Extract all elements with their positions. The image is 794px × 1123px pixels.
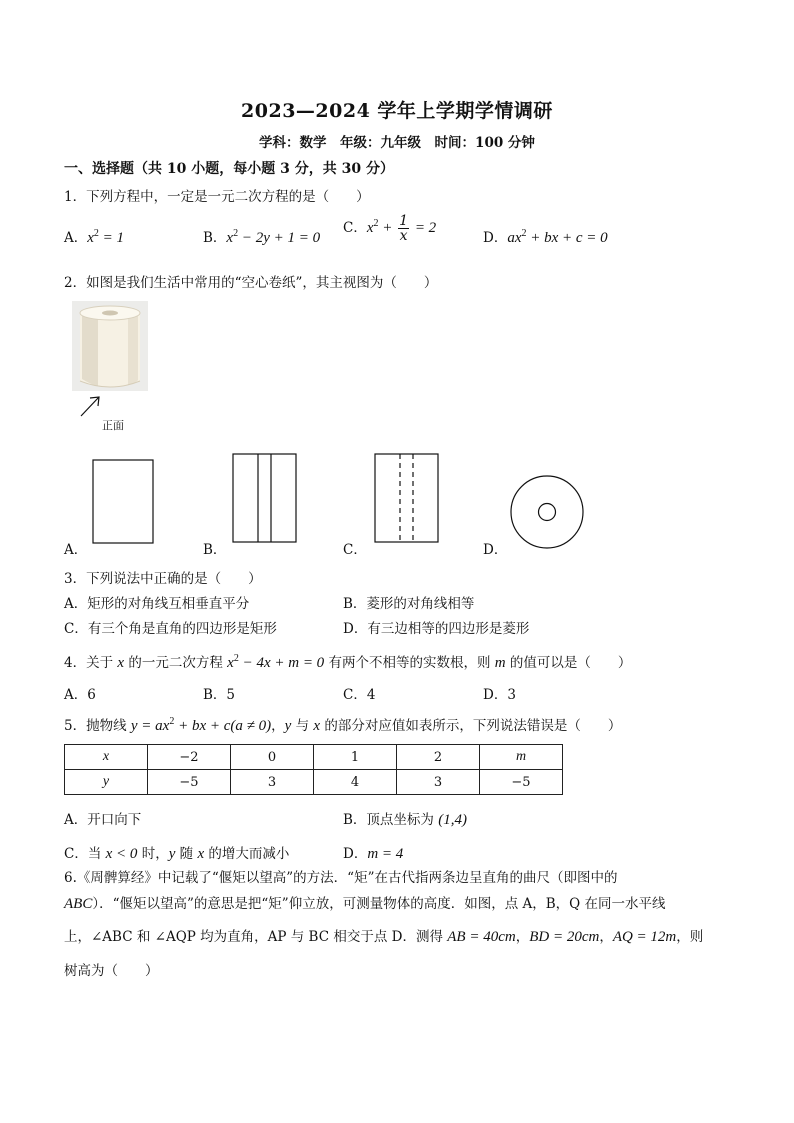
q3-option-b: B．菱形的对角线相等 [343,596,475,612]
q5-option-d: D．m = 4 [343,846,404,862]
q6-line-3: 上，∠ABC 和 ∠AQP 均为直角，AP 与 BC 相交于点 D．测得 AB = 40cm，BD = 20cm，AQ = 12m，则 [64,929,704,945]
q1-option-c: C．$x^2$ + $\frac{1}{x}$ = 2 [343,213,437,244]
q2-shape-d [508,474,586,552]
table-cell: 0 [231,745,314,770]
q1-option-a: A．$x^2 = 1$ [64,228,125,246]
q2-shape-a [92,459,156,545]
exam-title: 2023—2024 学年上学期学情调研 [241,100,553,122]
q2-shape-b [232,453,300,545]
table-cell: 1 [314,745,397,770]
q3-option-c: C．有三个角是直角的四边形是矩形 [64,621,277,637]
q1-option-b: B．$x^2 - 2y + 1 = 0$ [203,228,321,246]
q2-option-a-label: A． [64,542,88,558]
table-row-x [65,745,563,770]
q5-option-a: A．开口向下 [64,812,142,828]
q2-option-d-label: D． [483,542,508,558]
table-cell: m [480,745,563,770]
table-cell: y [65,770,148,795]
q3-option-a: A．矩形的对角线互相垂直平分 [64,596,250,612]
q2-option-c-label: C． [343,542,367,558]
q5-option-c: C．当 x < 0 时，y 随 x 的增大而减小 [64,846,290,862]
table-cell: −5 [148,770,231,795]
q4-option-a: A．6 [64,687,96,703]
q6-line-2: ABC）．“偃矩以望高”的意思是把“矩”仰立放，可测量物体的高度．如图，点 A，B，Q 在同一水平线 [64,896,666,912]
q4-stem: 4．关于 x 的一元二次方程 $x^2 - 4x + m = 0$ 有两个不相等的实数根，则 m 的值可以是（ ） [64,653,632,671]
q3-option-d: D．有三边相等的四边形是菱形 [343,621,530,637]
table-cell: 2 [397,745,480,770]
q2-stem: 2．如图是我们生活中常用的“空心卷纸”，其主视图为（ ） [64,275,438,291]
table-cell: −2 [148,745,231,770]
table-cell: 3 [397,770,480,795]
q2-shape-c [374,453,442,545]
table-cell: x [65,745,148,770]
q3-stem: 3．下列说法中正确的是（ ） [64,571,262,587]
table-cell: −5 [480,770,563,795]
q4-option-b: B．5 [203,687,236,703]
q6-line-1: 6.《周髀算经》中记载了“偃矩以望高”的方法．“矩”在古代指两条边呈直角的曲尺（即图中的 [64,870,618,886]
q5-stem: 5．抛物线 $y = ax^2$ + bx + c(a ≠ 0)，y 与 x 的部分对应值如表所示，下列说法错误是（ ） [64,716,622,734]
table-row-y [65,770,563,795]
table-cell: 3 [231,770,314,795]
q1-option-d: D．$ax^2$ + bx + c = 0 [483,228,608,246]
paper-roll-photo [72,301,148,391]
front-label: 正面 [102,419,124,432]
front-arrow-icon [78,394,104,418]
q5-option-b: B．顶点坐标为 (1,4) [343,812,467,828]
q2-option-b-label: B． [203,542,227,558]
q1-stem: 1．下列方程中，一定是一元二次方程的是（ ） [64,189,370,205]
q4-option-c: C．4 [343,687,376,703]
q6-line-4: 树高为（ ） [64,963,159,979]
q5-value-table [64,744,563,795]
q4-option-d: D．3 [483,687,516,703]
section-heading: 一、选择题（共 10 小题，每小题 3 分，共 30 分） [64,161,394,177]
exam-subtitle: 学科：数学 年级：九年级 时间：100 分钟 [259,135,535,151]
paper-roll-image [72,301,148,391]
table-cell: 4 [314,770,397,795]
